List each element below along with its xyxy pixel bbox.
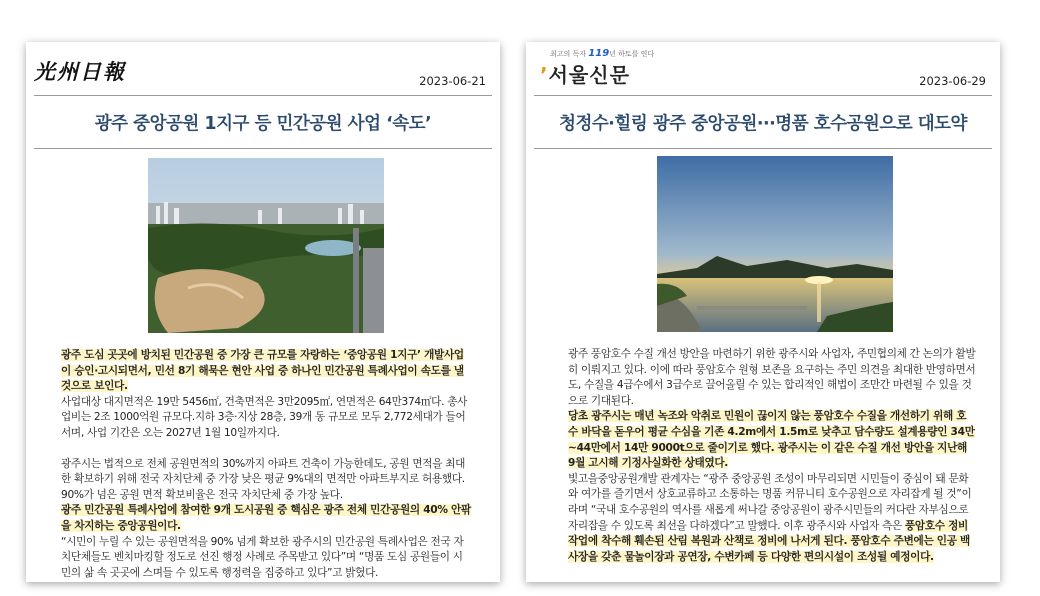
lake-park-rendering [657,156,893,332]
article-headline: 청정수·힐링 광주 중앙공원···명품 호수공원으로 대도약 [559,114,967,134]
paragraph [61,457,472,582]
paragraph [568,409,976,471]
highlighted-text: 광주 민간공원 특례사업에 참여한 9개 도시공원 중 핵심은 광주 전체 민간공원의 40% 안팎을 차지하는 중앙공원이다. [61,504,471,532]
logo-tagline-number: 119 [588,48,610,59]
aerial-park-photo [148,158,384,333]
body-text-span: 사업대상 대지면적은 19만 5456㎡, 건축면적은 3만2095㎡, 연면적은 64만374㎡다. 총사업비는 2조 1000억원 규모다.지하 3층·지상 28층, 39개 동 규모로 모두 2,772세대가 들어서며, 사업 기간은 오는 2027년 1월 10일까지다. [61,395,468,439]
newspaper-logo: 光州日報 [34,59,126,84]
logo-tagline [550,48,654,59]
paragraph [61,348,472,442]
logo-text: 서울신문 [548,63,630,87]
body-text-span: 빛고을중앙공원개발 관계자는 “광주 중앙공원 조성이 마무리되면 시민들이 중심이 돼 문화와 여가를 즐기면서 상호교류하고 소통하는 명품 커뮤니티 호수공원으로 자리잡게 될 것”이라며 “국내 호수공원의 역사를 새롭게 써나갈 중앙공원이 광주시민들의 커다란 자부심으로 자리잡을 수 있도록 최선을 다하겠다”고 말했다. 이후 광주시와 사업자 측은 [568,472,972,532]
logo-mark: ’ [540,63,549,87]
logo-tagline-post: 년 하토를 연다 [609,50,655,58]
logo-title [540,63,630,87]
article-card-seoul-shinmun [526,42,1000,582]
article-card-gwangju-ilbo [26,42,500,582]
body-text-span: 광주시는 법적으로 전체 공원면적의 30%까지 아파트 건축이 가능한데도, 공원 면적을 최대한 확보하기 위해 전국 자치단체 중 가장 낮은 평균 9%대의 면적만 아파트부지로 허용했다. 90%가 넘은 공원 면적 확보비율은 전국 자치단체 중 가장 높다. [61,457,466,501]
highlighted-text: 풍암호수 정비작업에 착수해 훼손된 산림 복원과 산책로 정비에 나서게 된다. 풍암호수 주변에는 인공 백사장을 갖춘 물놀이장과 공연장, 수변카페 등 다양한 편의시설이 조성될 예정이다. [568,519,970,563]
logo-tagline-pre: 최고의 독자 [550,50,587,58]
paragraph: 광주 풍암호수 수질 개선 방안을 마련하기 위한 광주시와 사업자, 주민협의체 간 논의가 활발히 이뤄지고 있다. 이에 따라 풍암호수 원형 보존을 요구하는 주민 의견을 최대한 반영하면서도, 수질을 4급수에서 3급수로 끌어올릴 수 있는 합리적인 해법이 조만간 마련될 수 있을 것으로 기대된다. [568,348,976,407]
article-body [61,348,472,581]
newspaper-logo [540,48,654,88]
highlighted-text: 광주 도심 곳곳에 방치된 민간공원 중 가장 큰 규모를 자랑하는 ‘중앙공원 1지구’ 개발사업이 승인·고시되면서, 민선 8기 해묵은 현안 사업 중 하나인 민간공원 특례사업이 속도를 낼 것으로 보인다. [61,349,464,393]
article-date: 2023-06-21 [419,74,486,88]
paragraph [568,472,976,566]
article-date: 2023-06-29 [919,74,986,88]
divider [534,95,992,96]
divider [534,148,992,149]
body-text-span: “시민이 누릴 수 있는 공원면적을 90% 넘게 확보한 광주시의 민간공원 특례사업은 전국 자치단체들도 벤치마킹할 정도로 선진 행정 사례로 주목받고 있다”며 “명품 도심 공원들이 시민의 삶 속 곳곳에 스며들 수 있도록 행정력을 집중하고 있다”고 밝혔다. [61,535,464,579]
article-body [568,347,976,565]
highlighted-text: 당초 광주시는 매년 녹조와 악취로 민원이 끊이지 않는 풍암호수 수질을 개선하기 위해 호수 바닥을 돋우어 평균 수심을 기존 4.2m에서 1.5m로 낮추고 담수량도 설계용량인 34만~44만에서 14만 9000t으로 줄이기로 했다. 광주시는 이 같은 수질 개선 방안을 지난해 9월 고시해 기정사실화한 상태였다. [568,410,975,470]
divider [34,95,492,96]
divider [34,148,492,149]
article-headline: 광주 중앙공원 1지구 등 민간공원 사업 ‘속도’ [94,114,432,134]
